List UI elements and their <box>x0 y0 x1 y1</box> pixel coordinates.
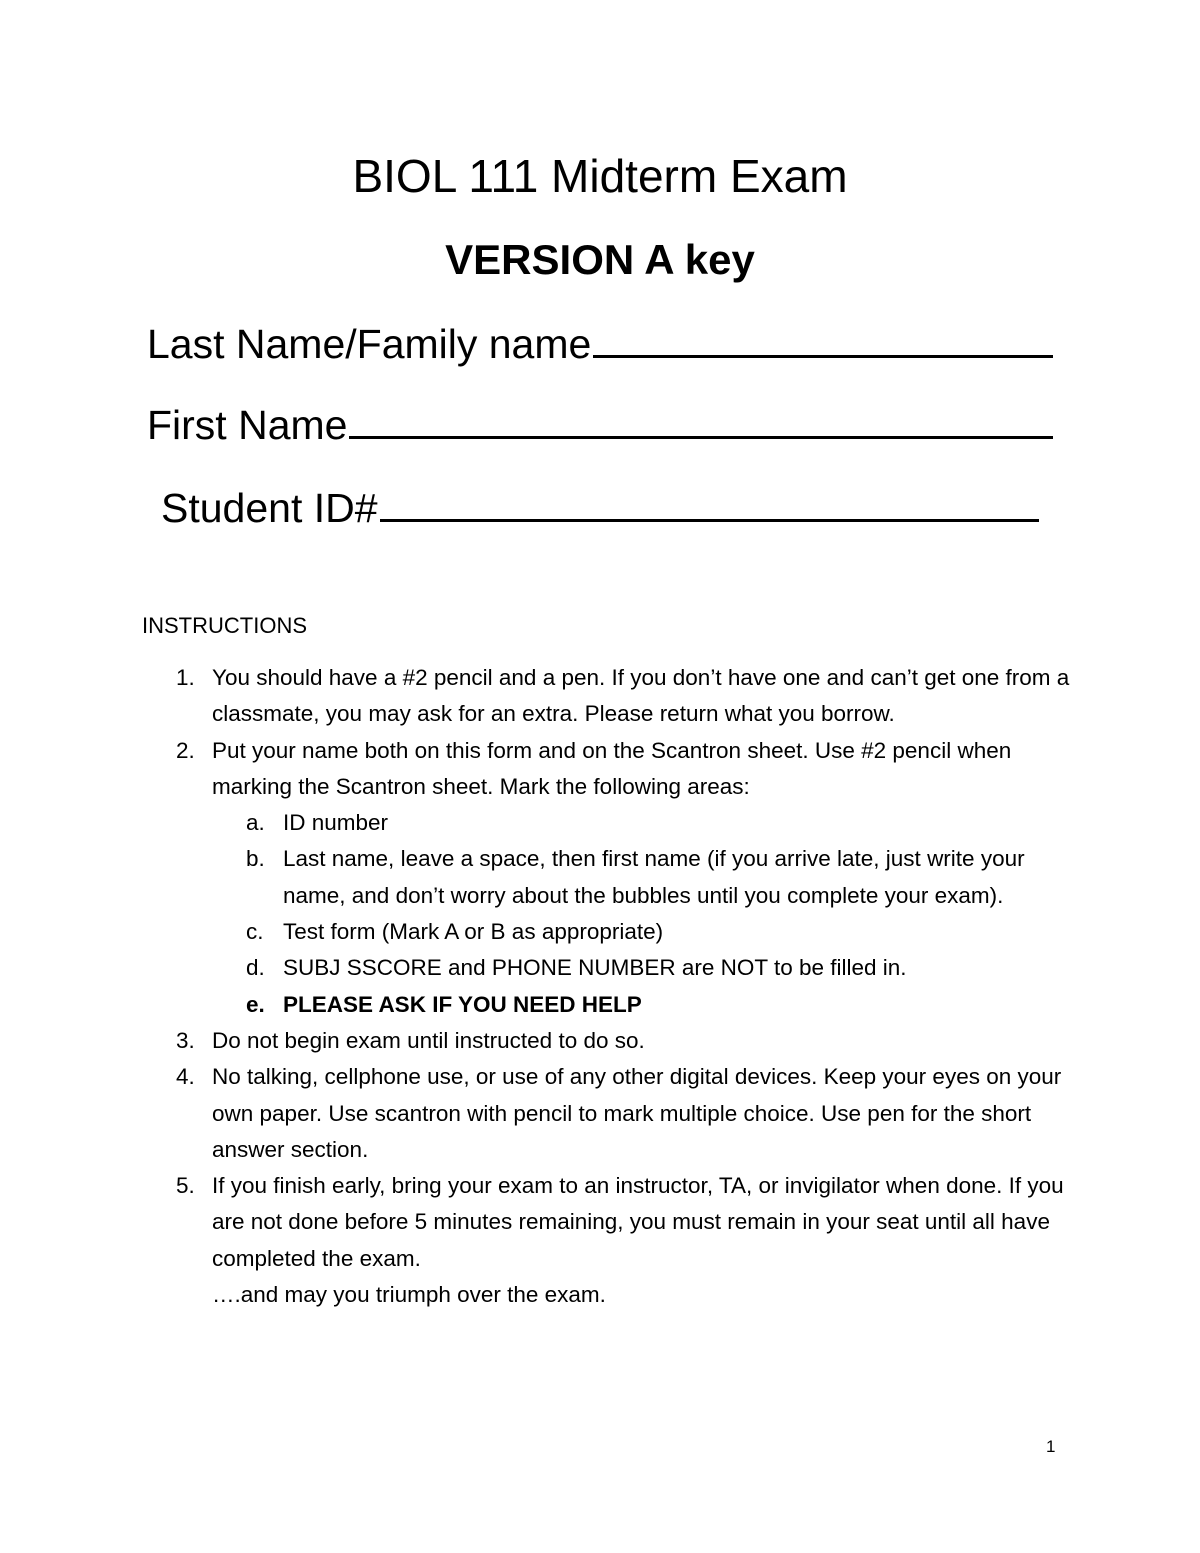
instruction-number: 5. <box>176 1173 195 1199</box>
instruction-sub-item <box>142 841 1082 914</box>
student-id-label: Student ID# <box>161 485 378 531</box>
sub-item-text: PLEASE ASK IF YOU NEED HELP <box>283 991 642 1017</box>
first-name-field <box>147 399 1053 451</box>
instruction-text: No talking, cellphone use, or use of any other digital devices. Keep your eyes on your own paper. Use scantron with pencil to mark multiple choice. Use pen for the short answer section. <box>212 1064 1062 1162</box>
exam-title: BIOL 111 Midterm Exam <box>352 150 848 202</box>
last-name-label: Last Name/Family name <box>147 321 592 367</box>
sub-item-text: ID number <box>283 810 389 836</box>
instruction-number: 1. <box>176 665 195 690</box>
instruction-number: 4. <box>176 1064 195 1090</box>
instructions-list <box>142 660 1082 1313</box>
sub-item-text: Test form (Mark A or B as appropriate) <box>283 919 664 945</box>
student-id-blank-line <box>380 483 1039 522</box>
instruction-text: If you finish early, bring your exam to an instructor, TA, or invigilator when done. If you are not done before 5 minutes remaining, you must remain in your seat until all have completed the exam. <box>212 1173 1064 1271</box>
sub-item-letter: c. <box>246 919 264 945</box>
sub-item-text: Last name, leave a space, then first name (if you arrive late, just write your name, and don’t worry about the bubbles until you complete your exam). <box>283 846 1025 908</box>
last-name-field <box>147 318 1053 370</box>
instruction-text: Do not begin exam until instructed to do so. <box>212 1027 645 1053</box>
exam-version: VERSION A key <box>445 236 755 283</box>
instruction-item <box>142 1023 1082 1059</box>
student-id-field <box>161 482 1039 534</box>
instruction-text: You should have a #2 pencil and a pen. If you don’t have one and can’t get one from a classmate, you may ask for an extra. Please return what you borrow. <box>212 665 1070 727</box>
instruction-text: Put your name both on this form and on the Scantron sheet. Use #2 pencil when marking the Scantron sheet. Mark the following areas: <box>212 737 1012 799</box>
first-name-blank-line <box>349 400 1053 439</box>
instructions-heading: INSTRUCTIONS <box>142 613 307 638</box>
last-name-blank-line <box>593 319 1053 358</box>
sub-item-letter: e. <box>246 991 265 1017</box>
first-name-label: First Name <box>147 402 348 448</box>
sub-item-letter: b. <box>246 846 265 872</box>
instruction-item <box>142 733 1082 1023</box>
instruction-sub-item <box>142 950 1082 986</box>
instruction-item <box>142 1168 1082 1313</box>
instruction-sub-item <box>142 914 1082 950</box>
instruction-number: 3. <box>176 1027 195 1053</box>
sub-item-letter: a. <box>246 810 265 836</box>
sub-item-letter: d. <box>246 955 265 981</box>
instruction-item <box>142 1059 1082 1168</box>
page-number: 1 <box>1046 1437 1056 1456</box>
instruction-sub-item-help <box>142 987 1082 1023</box>
sub-item-text: SUBJ SSCORE and PHONE NUMBER are NOT to be filled in. <box>283 955 907 981</box>
instruction-number: 2. <box>176 737 195 763</box>
instruction-item <box>142 660 1082 733</box>
closing-line: ….and may you triumph over the exam. <box>212 1282 606 1308</box>
instruction-sub-item <box>142 805 1082 841</box>
